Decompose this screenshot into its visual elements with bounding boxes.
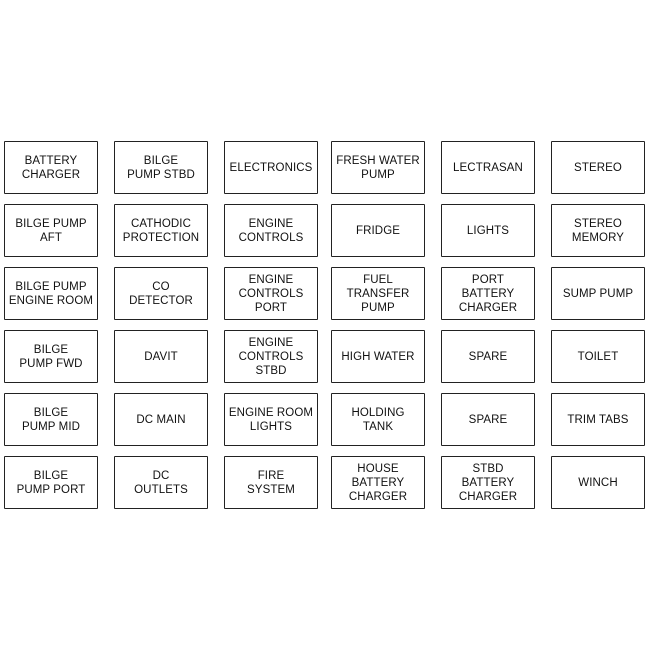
label-fridge	[331, 204, 425, 257]
label-winch	[551, 456, 645, 509]
label-text: FRESH WATER PUMP	[336, 154, 420, 181]
label-dc-main	[114, 393, 208, 446]
label-text: CATHODIC PROTECTION	[122, 217, 200, 244]
label-text: TOILET	[577, 350, 619, 363]
label-text: SUMP PUMP	[562, 287, 634, 300]
label-text: ENGINE CONTROLS	[238, 217, 304, 244]
label-battery-charger	[4, 141, 98, 194]
label-holding-tank	[331, 393, 425, 446]
label-text: STEREO	[574, 161, 622, 174]
label-text: FIRE SYSTEM	[247, 469, 295, 496]
label-bilge-pump-mid	[4, 393, 98, 446]
label-cathodic-protection	[114, 204, 208, 257]
label-text: HOLDING TANK	[351, 406, 405, 433]
label-text: HIGH WATER	[341, 350, 415, 363]
label-spare-1	[441, 330, 535, 383]
label-text: DAVIT	[144, 350, 178, 363]
label-co-detector	[114, 267, 208, 320]
label-text: SPARE	[468, 350, 508, 363]
label-bilge-pump-aft	[4, 204, 98, 257]
label-bilge-pump-engine-room	[4, 267, 98, 320]
label-text: STBD BATTERY CHARGER	[458, 462, 518, 503]
label-text: BILGE PUMP PORT	[16, 469, 86, 496]
label-fuel-transfer-pump	[331, 267, 425, 320]
label-lectrasan	[441, 141, 535, 194]
label-bilge-pump-stbd	[114, 141, 208, 194]
label-engine-room-lights	[224, 393, 318, 446]
label-text: SPARE	[468, 413, 508, 426]
label-text: HOUSE BATTERY CHARGER	[348, 462, 408, 503]
label-fire-system	[224, 456, 318, 509]
label-text: BILGE PUMP FWD	[19, 343, 83, 370]
label-text: DC OUTLETS	[134, 469, 188, 496]
label-bilge-pump-port	[4, 456, 98, 509]
label-electronics	[224, 141, 318, 194]
label-text: TRIM TABS	[567, 413, 629, 426]
label-text: LECTRASAN	[453, 161, 523, 174]
label-text: BILGE PUMP STBD	[127, 154, 195, 181]
label-text: FRIDGE	[355, 224, 401, 237]
label-text: CO DETECTOR	[129, 280, 193, 307]
label-engine-controls-stbd	[224, 330, 318, 383]
label-text: ENGINE CONTROLS STBD	[238, 336, 304, 377]
label-text: DC MAIN	[136, 413, 186, 426]
label-text: STEREO MEMORY	[571, 217, 625, 244]
label-spare-2	[441, 393, 535, 446]
label-text: LIGHTS	[466, 224, 510, 237]
label-text: WINCH	[578, 476, 618, 489]
label-engine-controls-port	[224, 267, 318, 320]
label-fresh-water-pump	[331, 141, 425, 194]
label-high-water	[331, 330, 425, 383]
label-lights	[441, 204, 535, 257]
label-text: ENGINE ROOM LIGHTS	[228, 406, 314, 433]
label-toilet	[551, 330, 645, 383]
label-text: BILGE PUMP ENGINE ROOM	[8, 280, 94, 307]
label-sump-pump	[551, 267, 645, 320]
label-stereo-memory	[551, 204, 645, 257]
label-text: BATTERY CHARGER	[21, 154, 81, 181]
label-house-battery-charger	[331, 456, 425, 509]
label-dc-outlets	[114, 456, 208, 509]
label-text: PORT BATTERY CHARGER	[458, 273, 518, 314]
label-text: BILGE PUMP AFT	[15, 217, 87, 244]
label-port-battery-charger	[441, 267, 535, 320]
label-text: FUEL TRANSFER PUMP	[346, 273, 410, 314]
label-bilge-pump-fwd	[4, 330, 98, 383]
label-trim-tabs	[551, 393, 645, 446]
label-engine-controls	[224, 204, 318, 257]
label-davit	[114, 330, 208, 383]
label-stbd-battery-charger	[441, 456, 535, 509]
label-stereo	[551, 141, 645, 194]
label-text: BILGE PUMP MID	[21, 406, 81, 433]
label-text: ELECTRONICS	[229, 161, 313, 174]
label-text: ENGINE CONTROLS PORT	[238, 273, 304, 314]
